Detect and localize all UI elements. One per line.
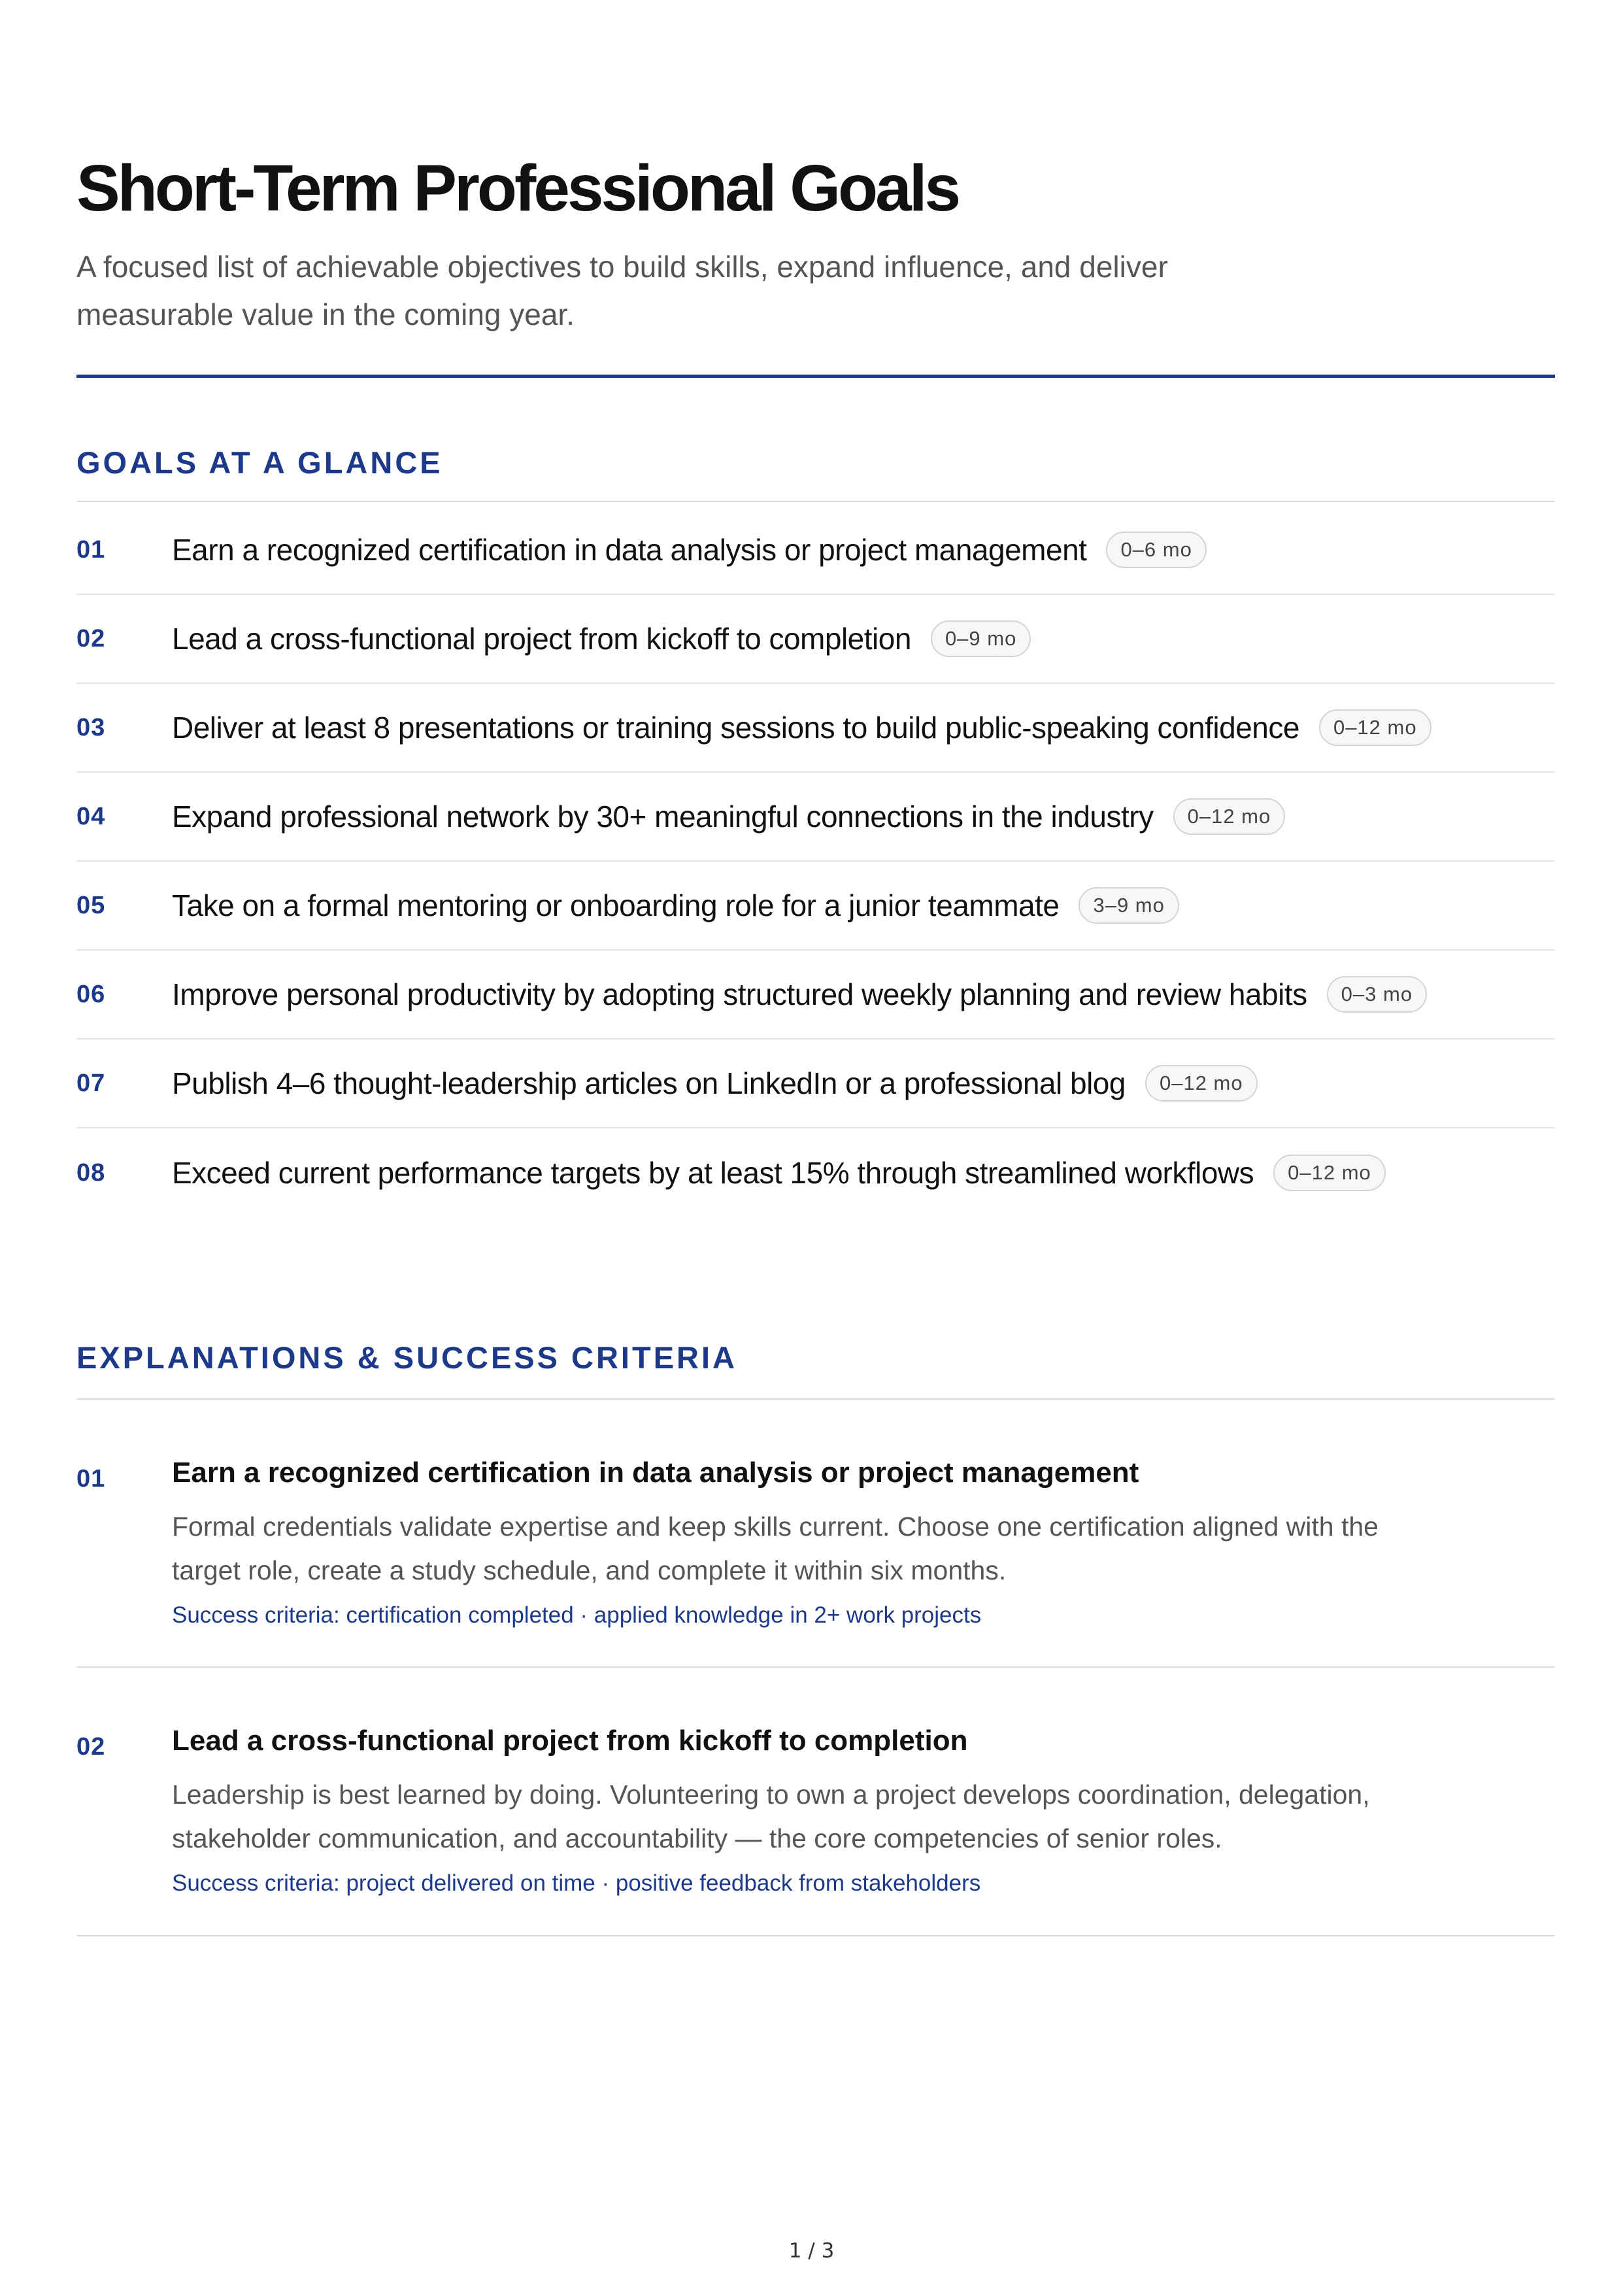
- section-divider-glance: [76, 501, 1555, 502]
- success-criteria: Success criteria: certification completed · applied knowledge in 2+ work projects: [172, 1602, 982, 1628]
- goal-text: Publish 4–6 thought-leadership articles on LinkedIn or a professional blog: [172, 1066, 1126, 1100]
- goal-number: 02: [76, 1733, 106, 1761]
- list-item: [76, 951, 1555, 1039]
- explanation-body: Formal credentials validate expertise and keep skills current. Choose one certification aligned with the target role, create a study schedule, and complete it within six months.: [172, 1511, 1379, 1585]
- page-subtitle: A focused list of achievable objectives to build skills, expand influence, and deliver measurable value in the coming year.: [76, 250, 1168, 331]
- list-item: [76, 684, 1555, 773]
- explanation-title: Lead a cross-functional project from kickoff to completion: [172, 1725, 968, 1757]
- goal-text: Earn a recognized certification in data analysis or project management: [172, 533, 1087, 567]
- timeframe-badge: 0–12 mo: [1319, 709, 1431, 746]
- header-divider: [76, 375, 1555, 378]
- goal-text: Improve personal productivity by adopting structured weekly planning and review habits: [172, 977, 1307, 1011]
- goal-text: Lead a cross-functional project from kickoff to completion: [172, 622, 911, 656]
- goal-text: Take on a formal mentoring or onboarding role for a junior teammate: [172, 888, 1060, 922]
- goal-number: 03: [76, 713, 106, 741]
- list-item: [76, 1039, 1555, 1128]
- timeframe-badge: 0–3 mo: [1327, 976, 1427, 1013]
- explanation-title: Earn a recognized certification in data analysis or project management: [172, 1457, 1139, 1489]
- explanation-body: Leadership is best learned by doing. Volunteering to own a project develops coordination, delegation, stakeholder communication, and accountability — the core competencies of senior roles.: [172, 1780, 1370, 1854]
- success-criteria: Success criteria: project delivered on time · positive feedback from stakeholders: [172, 1870, 981, 1897]
- section-heading-glance: GOALS AT A GLANCE: [76, 445, 443, 480]
- page-title: Short-Term Professional Goals: [76, 152, 959, 225]
- goal-number: 06: [76, 980, 106, 1008]
- timeframe-badge: 0–9 mo: [931, 620, 1031, 657]
- timeframe-badge: 0–12 mo: [1173, 798, 1286, 835]
- list-item: [76, 506, 1555, 595]
- list-item: [76, 1128, 1555, 1217]
- goal-text: Deliver at least 8 presentations or training sessions to build public-speaking confidence: [172, 711, 1299, 745]
- goal-number: 05: [76, 891, 106, 919]
- timeframe-badge: 0–12 mo: [1145, 1065, 1258, 1102]
- section-heading-explanations: EXPLANATIONS & SUCCESS CRITERIA: [76, 1340, 737, 1375]
- list-item: [76, 862, 1555, 951]
- goal-number: 01: [76, 535, 106, 564]
- page-number: 1 / 3: [788, 2239, 835, 2263]
- list-item: [76, 773, 1555, 862]
- timeframe-badge: 0–12 mo: [1273, 1155, 1386, 1191]
- timeframe-badge: 0–6 mo: [1106, 532, 1206, 568]
- timeframe-badge: 3–9 mo: [1079, 887, 1179, 924]
- goal-text: Exceed current performance targets by at least 15% through streamlined workflows: [172, 1156, 1254, 1190]
- goals-list: [76, 506, 1555, 1217]
- list-item: [76, 595, 1555, 684]
- explanation-item: [76, 1400, 1555, 1668]
- goal-number: 02: [76, 624, 106, 652]
- goal-number: 04: [76, 802, 106, 830]
- goal-number: 01: [76, 1465, 106, 1493]
- goal-text: Expand professional network by 30+ meaningful connections in the industry: [172, 800, 1154, 834]
- goal-number: 08: [76, 1158, 106, 1187]
- explanation-item: [76, 1668, 1555, 1936]
- explanations-list: [76, 1400, 1555, 1936]
- goal-number: 07: [76, 1069, 106, 1097]
